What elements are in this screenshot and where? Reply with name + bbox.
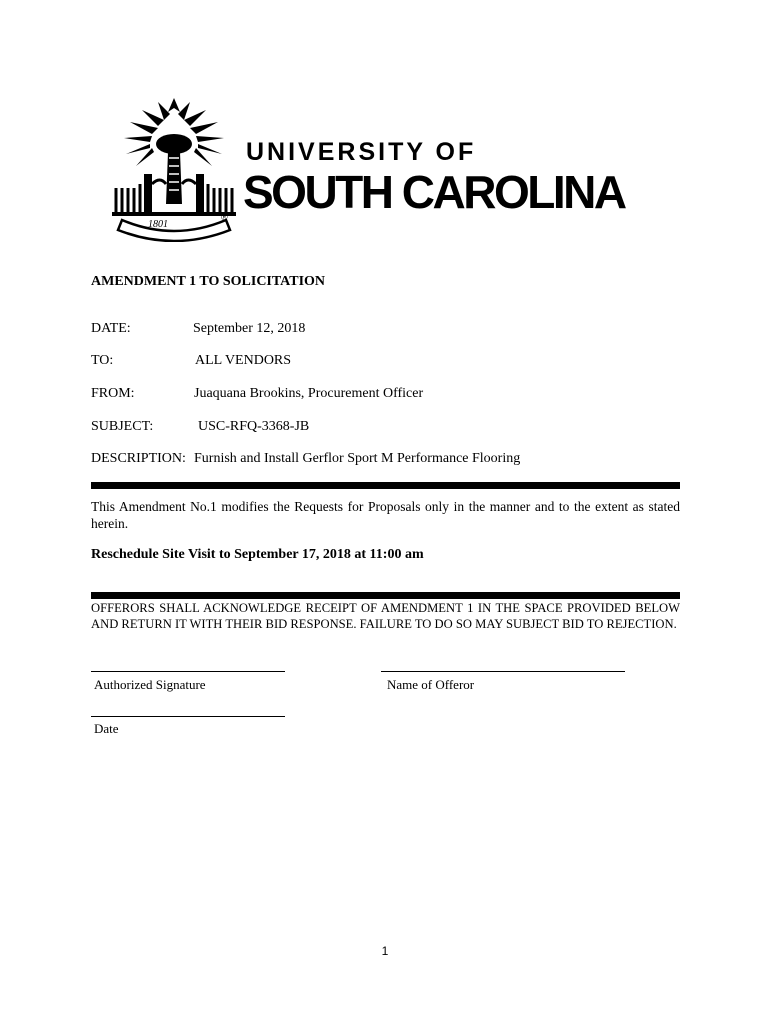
from-label: FROM: xyxy=(91,386,135,401)
reschedule-notice: Reschedule Site Visit to September 17, 2018 at 11:00 am xyxy=(91,547,424,562)
document-title: AMENDMENT 1 TO SOLICITATION xyxy=(91,274,326,289)
acknowledgement-paragraph: OFFERORS SHALL ACKNOWLEDGE RECEIPT OF AMENDMENT 1 IN THE SPACE PROVIDED BELOW AND RETURN IT WITH THEIR BID RESPONSE. FAILURE TO DO SO MAY SUBJECT BID TO REJECTION. xyxy=(91,601,680,631)
to-label: TO: xyxy=(91,353,114,368)
name-of-offeror-label: Name of Offeror xyxy=(387,677,475,692)
date-signature-line xyxy=(91,716,285,717)
subject-value: USC-RFQ-3368-JB xyxy=(198,419,310,434)
authorized-signature-label: Authorized Signature xyxy=(94,677,206,692)
signature-line xyxy=(91,671,285,672)
date-value: September 12, 2018 xyxy=(193,321,306,336)
date-signature-label: Date xyxy=(94,721,119,736)
description-value: Furnish and Install Gerflor Sport M Performance Flooring xyxy=(194,451,521,466)
to-value: ALL VENDORS xyxy=(195,353,292,368)
date-label: DATE: xyxy=(91,321,131,336)
page-number: 1 xyxy=(381,944,389,958)
logo-university-of: UNIVERSITY OF xyxy=(246,138,477,166)
offeror-line xyxy=(381,671,625,672)
intro-paragraph: This Amendment No.1 modifies the Requests for Proposals only in the manner and to the extent as stated herein. xyxy=(91,499,680,531)
description-label: DESCRIPTION: xyxy=(91,451,186,466)
divider-rule xyxy=(91,592,680,599)
logo-south-carolina: SOUTH CAROLINA xyxy=(243,166,625,218)
from-value: Juaquana Brookins, Procurement Officer xyxy=(194,386,424,401)
subject-label: SUBJECT: xyxy=(91,419,154,434)
logo-year: 1801 xyxy=(148,219,168,230)
divider-rule xyxy=(91,482,680,489)
registered-mark: ® xyxy=(221,212,228,222)
